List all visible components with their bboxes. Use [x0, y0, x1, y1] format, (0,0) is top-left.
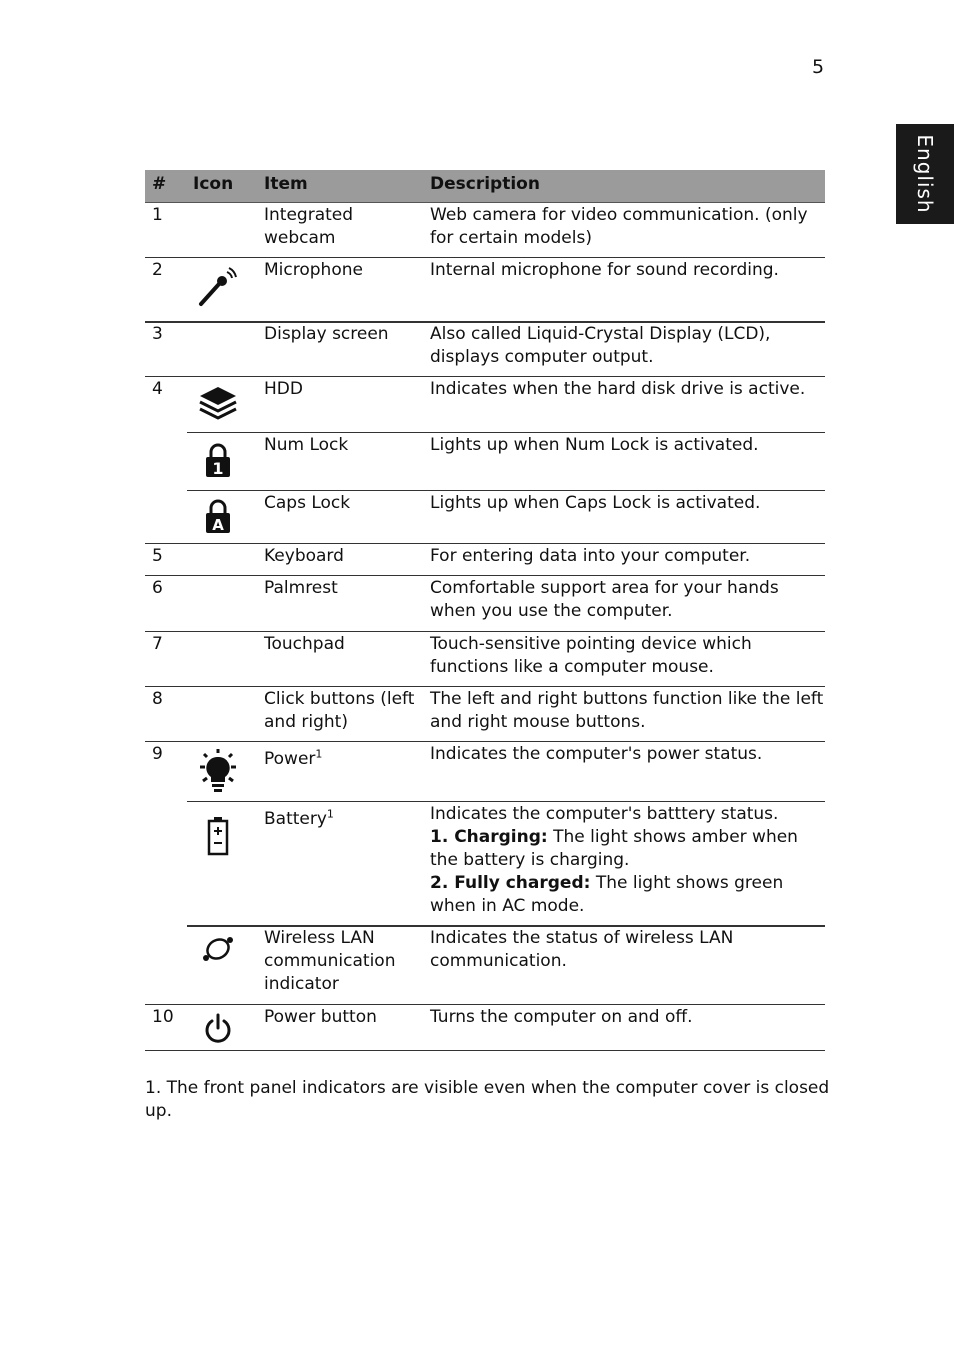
row-description: Lights up when Num Lock is activated.: [430, 435, 759, 455]
row-item: Wireless LAN communication indicator: [264, 928, 396, 994]
row-item: Palmrest: [264, 578, 338, 598]
table-header: [145, 170, 825, 203]
svg-text:A: A: [212, 516, 224, 534]
row-description: Touch-sensitive pointing device which functions like a computer mouse.: [430, 634, 752, 677]
table-row: [145, 687, 825, 742]
header-item: Item: [264, 174, 308, 194]
row-item: Click buttons (left and right): [264, 689, 415, 732]
wireless-lan-icon: [195, 934, 241, 964]
row-description: Comfortable support area for your hands when you use the computer.: [430, 578, 779, 621]
row-item: Battery$^1$: [264, 807, 334, 829]
svg-text:1: 1: [212, 459, 224, 478]
battery-icon: [195, 816, 241, 856]
table-row: [145, 802, 825, 926]
row-description: [430, 803, 825, 918]
row-description: Internal microphone for sound recording.: [430, 260, 779, 280]
row-item: Keyboard: [264, 546, 344, 566]
row-description: Lights up when Caps Lock is activated.: [430, 493, 761, 513]
row-num: 4: [152, 379, 163, 399]
table-row: [145, 258, 825, 322]
battery-charging-text: 1. Charging: The light shows amber when the battery is charging.: [430, 827, 798, 870]
page-number: 5: [812, 56, 825, 78]
table-row: [145, 377, 825, 433]
row-item: Integrated webcam: [264, 205, 354, 248]
header-icon: Icon: [193, 174, 234, 194]
row-num: 3: [152, 324, 163, 344]
row-num: 2: [152, 260, 163, 280]
row-description: The left and right buttons function like the left and right mouse buttons.: [430, 689, 824, 732]
num-lock-icon: [195, 443, 241, 479]
row-description: Indicates the status of wireless LAN communication.: [430, 928, 734, 971]
table-row: [145, 576, 825, 632]
row-item: Caps Lock: [264, 493, 351, 513]
row-description: Indicates the computer's power status.: [430, 744, 763, 764]
table-row: [145, 926, 825, 1005]
table-row: [145, 1005, 825, 1051]
row-description: Turns the computer on and off.: [430, 1007, 693, 1027]
table-row: [145, 491, 825, 544]
power-button-icon: [195, 1013, 241, 1045]
table-row: [145, 322, 825, 377]
language-tab: [896, 124, 954, 224]
row-num: 9: [152, 744, 163, 764]
table-row: [145, 632, 825, 687]
table-row: [145, 544, 825, 576]
power-light-icon: [195, 748, 241, 796]
row-num: 10: [152, 1007, 174, 1027]
row-item: Touchpad: [264, 634, 345, 654]
row-num: 5: [152, 546, 163, 566]
row-description: Also called Liquid-Crystal Display (LCD), displays computer output.: [430, 324, 771, 367]
language-tab-label: English: [913, 134, 937, 214]
row-item: Microphone: [264, 260, 363, 280]
table-bottom-border: [145, 1050, 825, 1051]
row-num: 6: [152, 578, 163, 598]
caps-lock-icon: [195, 499, 241, 535]
table-row: [145, 203, 825, 258]
row-item: Power$^1$: [264, 747, 323, 769]
row-num: 7: [152, 634, 163, 654]
table-row: [145, 742, 825, 802]
header-description: Description: [430, 174, 540, 194]
row-item: Num Lock: [264, 435, 349, 455]
row-num: 8: [152, 689, 163, 709]
row-num: 1: [152, 205, 163, 225]
table-row: [145, 433, 825, 491]
row-item: Display screen: [264, 324, 389, 344]
footnote: 1. The front panel indicators are visible even when the computer cover is closed up.: [145, 1078, 830, 1121]
hdd-icon: [195, 385, 241, 421]
battery-status-text: Indicates the computer's batttery status.: [430, 804, 779, 824]
battery-charged-text: 2. Fully charged: The light shows green when in AC mode.: [430, 873, 784, 916]
row-item: HDD: [264, 379, 303, 399]
row-description: Web camera for video communication. (only for certain models): [430, 205, 808, 248]
microphone-icon: [195, 266, 241, 308]
header-num: #: [152, 174, 167, 194]
row-description: Indicates when the hard disk drive is active.: [430, 379, 806, 399]
components-table: [145, 170, 825, 1051]
row-item: Power button: [264, 1007, 377, 1027]
row-description: For entering data into your computer.: [430, 546, 751, 566]
